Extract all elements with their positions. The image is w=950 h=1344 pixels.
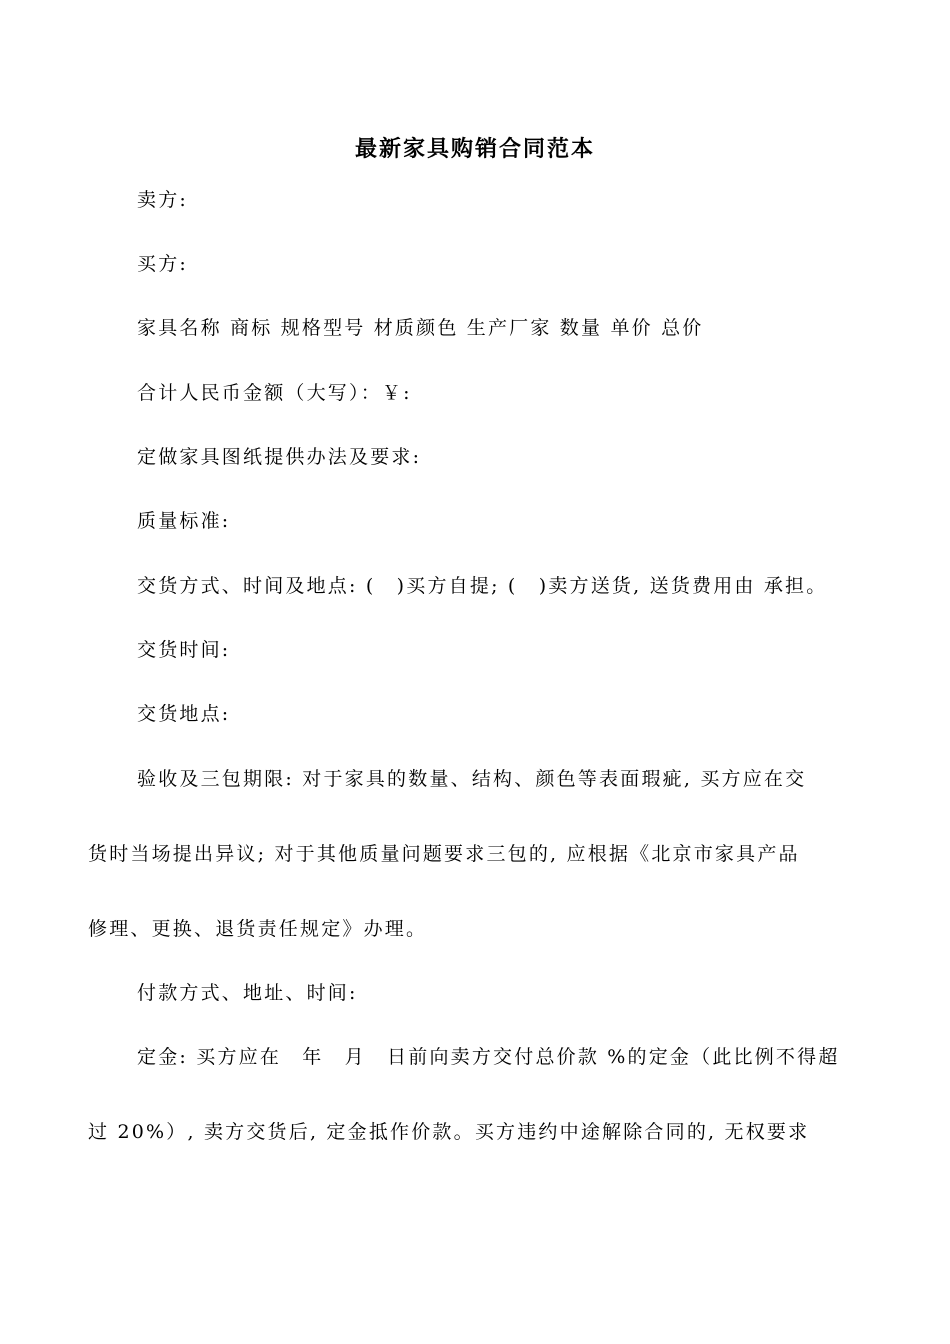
acceptance-paragraph-line-2: 货时当场提出异议; 对于其他质量问题要求三包的, 应根据《北京市家具产品 xyxy=(88,843,800,865)
delivery-method-line: 交货方式、时间及地点: ( )买方自提; ( )卖方送货, 送货费用由 承担。 xyxy=(137,575,828,597)
buyer-line: 买方: xyxy=(137,253,189,275)
deposit-paragraph-line-2: 过 20%）, 卖方交货后, 定金抵作价款。买方违约中途解除合同的, 无权要求 xyxy=(88,1121,810,1143)
furniture-columns-line: 家具名称 商标 规格型号 材质颜色 生产厂家 数量 单价 总价 xyxy=(137,317,704,339)
drawing-requirements-line: 定做家具图纸提供办法及要求: xyxy=(137,446,422,468)
delivery-place-line: 交货地点: xyxy=(137,703,231,725)
delivery-time-line: 交货时间: xyxy=(137,639,231,661)
acceptance-paragraph-line-3: 修理、更换、退货责任规定》办理。 xyxy=(88,918,428,940)
seller-line: 卖方: xyxy=(137,189,189,211)
quality-standard-line: 质量标准: xyxy=(137,510,231,532)
document-title: 最新家具购销合同范本 xyxy=(354,136,595,162)
deposit-paragraph-line-1: 定金: 买方应在 年 月 日前向卖方交付总价款 %的定金（此比例不得超 xyxy=(137,1046,840,1068)
acceptance-paragraph-line-1: 验收及三包期限: 对于家具的数量、结构、颜色等表面瑕疵, 买方应在交 xyxy=(137,768,807,790)
total-amount-line: 合计人民币金额（大写）：￥: xyxy=(137,382,412,404)
payment-method-line: 付款方式、地址、时间: xyxy=(137,982,358,1004)
